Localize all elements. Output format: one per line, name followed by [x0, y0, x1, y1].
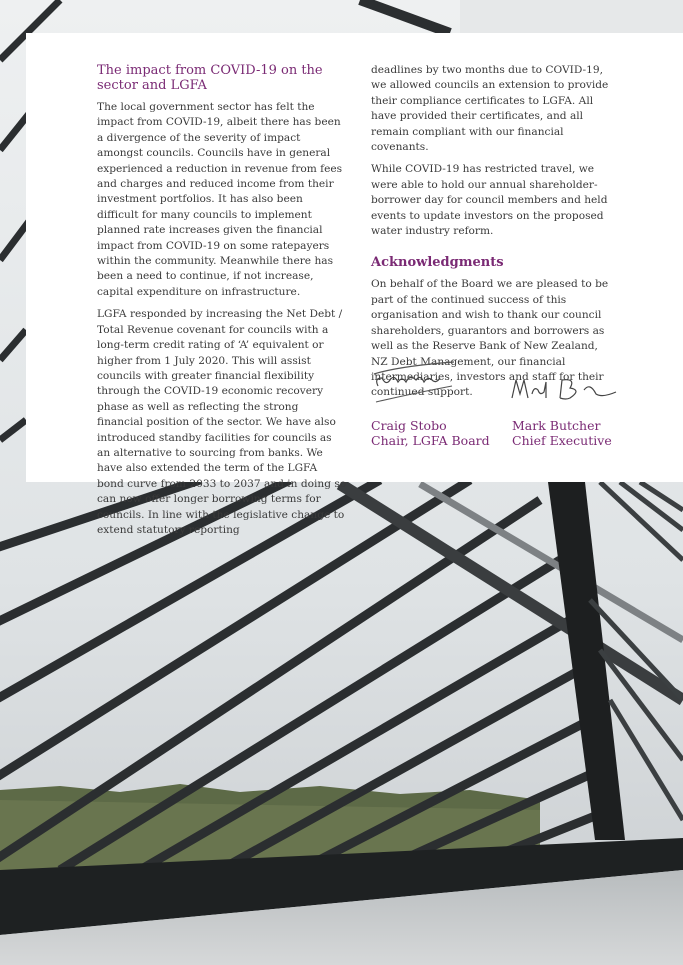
paragraph: While COVID-19 has restricted travel, we were able to hold our annual shareholder-borrower day for council members and held events to update investors on the proposed water industry reform.: [371, 163, 608, 238]
paragraph: deadlines by two months due to COVID-19, we allowed councils an extension to provide their compliance certificates to LGFA. All have provided their certificates, and all remain compliant with our financial covenants.: [371, 64, 609, 154]
signatory-1: [371, 418, 490, 448]
paragraph: The local government sector has felt the impact from COVID-19, albeit there has been a divergence of the severity of impact amongst councils. Councils have in general experienced a reduction in revenue from fees and charges and reduced income from their investment portfolios. It has also been difficult for many councils to implement planned rate increases given the financial impact from COVID-19 on some ratepayers within the community. Meanwhile there has been a need to continue, if not increase, capital expenditure on infrastructure.: [97, 101, 343, 298]
signatory-name: Craig Stobo: [371, 418, 447, 433]
signature-craig-stobo: [370, 352, 460, 412]
left-column: [97, 63, 347, 545]
signatory-2: [512, 418, 612, 448]
paragraph: LGFA responded by increasing the Net Debt / Total Revenue covenant for councils with a long-term credit rating of ‘A’ equivalent or higher from 1 July 2020. This will assist councils with greater financial flexibility through the COVID-19 economic recovery phase as well as reflecting the strong financial position of the sector. We have also introduced standby facilities for councils as an alternative to sourcing from banks. We have also extended the term of the LGFA bond curve from 2033 to 2037 and in doing so can now offer longer borrowing terms for councils. In line with the legislative change to extend statutory reporting: [97, 308, 347, 536]
signatory-title: Chief Executive: [512, 433, 612, 448]
signatory-name: Mark Butcher: [512, 418, 601, 433]
acknowledgments-heading: Acknowledgments: [371, 255, 504, 271]
paragraph: On behalf of the Board we are pleased to be part of the continued success of this organisation and wish to thank our council shareholders, guarantors and borrowers as well as the Reserve Bank of New Zealand, NZ Debt Management, our financial intermediaries, investors and staff for their continued support.: [371, 278, 609, 399]
section-heading: The impact from COVID-19 on the sector and LGFA: [97, 63, 323, 93]
signature-mark-butcher: [510, 372, 620, 412]
signatory-title: Chair, LGFA Board: [371, 433, 490, 448]
